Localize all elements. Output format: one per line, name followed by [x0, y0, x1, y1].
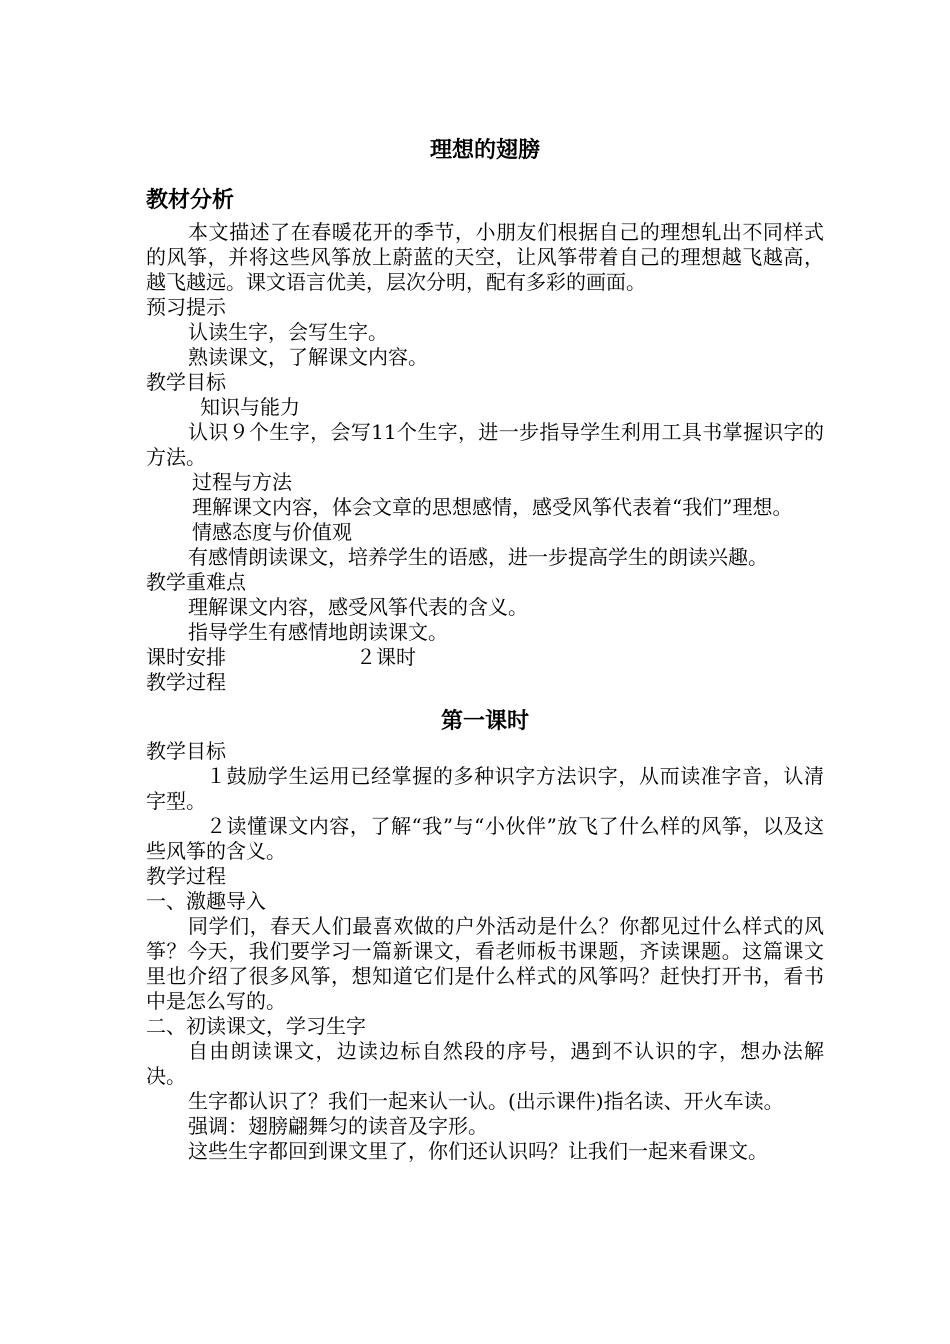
section-heading-analysis: 教材分析 [146, 187, 235, 213]
schedule-row [146, 645, 824, 670]
schedule-value: ２课时 [356, 645, 416, 669]
goal-process-heading: 过程与方法 [192, 470, 292, 494]
step1-heading: 一、激趣导入 [146, 889, 266, 913]
preview-item: 熟读课文，了解课文内容。 [188, 345, 428, 369]
goal-knowledge-heading: 知识与能力 [200, 395, 300, 419]
analysis-paragraph: 本文描述了在春暖花开的季节，小朋友们根据自己的理想轧出不同样式的风筝，并将这些风筝放上蔚蓝的天空，让风筝带着自己的理想越飞越高，越飞越远。课文语言优美，层次分明，配有多彩的画面。 [146, 220, 824, 294]
goal-emotion-heading: 情感态度与价值观 [192, 520, 352, 544]
process-heading: 教学过程 [146, 670, 226, 694]
step2-paragraph: 这些生字都回到课文里了，你们还认识吗？让我们一起来看课文。 [188, 1139, 768, 1163]
step2-paragraph: 自由朗读课文，边读边标自然段的序号，遇到不认识的字，想办法解决。 [146, 1039, 824, 1088]
goal-knowledge-text: 认识９个生字，会写11个生字，进一步指导学生利用工具书掌握识字的方法。 [146, 420, 824, 469]
preview-heading: 预习提示 [146, 295, 226, 319]
lesson1-title: 第一课时 [440, 708, 529, 734]
step1-text: 同学们，春天人们最喜欢做的户外活动是什么？你都见过什么样式的风筝？今天，我们要学习一篇新课文，看老师板书课题，齐读课题。这篇课文里也介绍了很多风筝，想知道它们是什么样式的风筝吗？赶快打开书，看书中是怎么写的。 [146, 914, 824, 1013]
key-points-heading: 教学重难点 [146, 570, 246, 594]
step2-paragraph: 强调：翅膀翩舞匀的读音及字形。 [188, 1114, 488, 1138]
step2-heading: 二、初读课文，学习生字 [146, 1014, 366, 1038]
preview-item: 认读生字，会写生字。 [188, 320, 388, 344]
lesson1-goal-item: １鼓励学生运用已经掌握的多种识字方法识字，从而读准字音，认清字型。 [146, 764, 824, 813]
document-body [146, 132, 824, 1164]
goal-process-text: 理解课文内容，体会文章的思想感情，感受风筝代表着“我们”理想。 [192, 495, 793, 519]
goals-heading: 教学目标 [146, 370, 226, 394]
key-point-item: 理解课文内容，感受风筝代表的含义。 [188, 595, 528, 619]
schedule-label: 课时安排 [146, 645, 226, 669]
goal-emotion-text: 有感情朗读课文，培养学生的语感，进一步提高学生的朗读兴趣。 [188, 545, 768, 569]
step2-paragraph: 生字都认识了？我们一起来认一认。(出示课件)指名读、开火车读。 [188, 1089, 784, 1113]
document-title: 理想的翅膀 [429, 137, 540, 163]
lesson1-process-heading: 教学过程 [146, 864, 226, 888]
key-point-item: 指导学生有感情地朗读课文。 [188, 620, 448, 644]
lesson1-goals-heading: 教学目标 [146, 739, 226, 763]
lesson1-goal-item: ２读懂课文内容，了解“我”与“小伙伴”放飞了什么样的风筝，以及这些风筝的含义。 [146, 814, 824, 863]
